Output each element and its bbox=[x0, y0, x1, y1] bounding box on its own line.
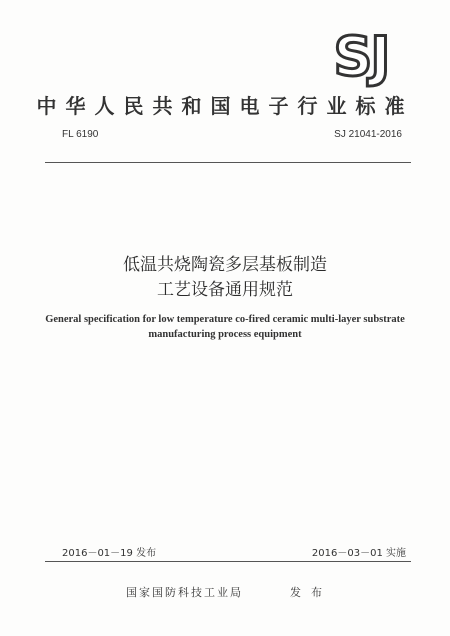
standard-number: SJ 21041-2016 bbox=[334, 129, 402, 140]
implementation-date: 2016－03－01 实施 bbox=[311, 548, 406, 559]
chinese-title-line-2: 工艺设备通用规范 bbox=[157, 280, 293, 300]
publish-label: 发布 bbox=[290, 586, 332, 599]
standard-category-title: 中华人民共和国电子行业标准 bbox=[36, 94, 414, 118]
english-title-line-1: General specification for low temperature co-fired ceramic multi-layer substrate bbox=[45, 314, 405, 325]
issue-date: 2016－01－19 发布 bbox=[62, 548, 157, 559]
sj-logo: SJ bbox=[333, 25, 389, 88]
fl-classification-code: FL 6190 bbox=[62, 129, 99, 140]
chinese-title-line-1: 低温共烧陶瓷多层基板制造 bbox=[123, 255, 327, 275]
top-divider bbox=[45, 162, 411, 163]
english-title-line-2: manufacturing process equipment bbox=[148, 329, 302, 340]
issuing-authority: 国家国防科技工业局 bbox=[126, 586, 243, 599]
bottom-divider bbox=[45, 561, 411, 562]
